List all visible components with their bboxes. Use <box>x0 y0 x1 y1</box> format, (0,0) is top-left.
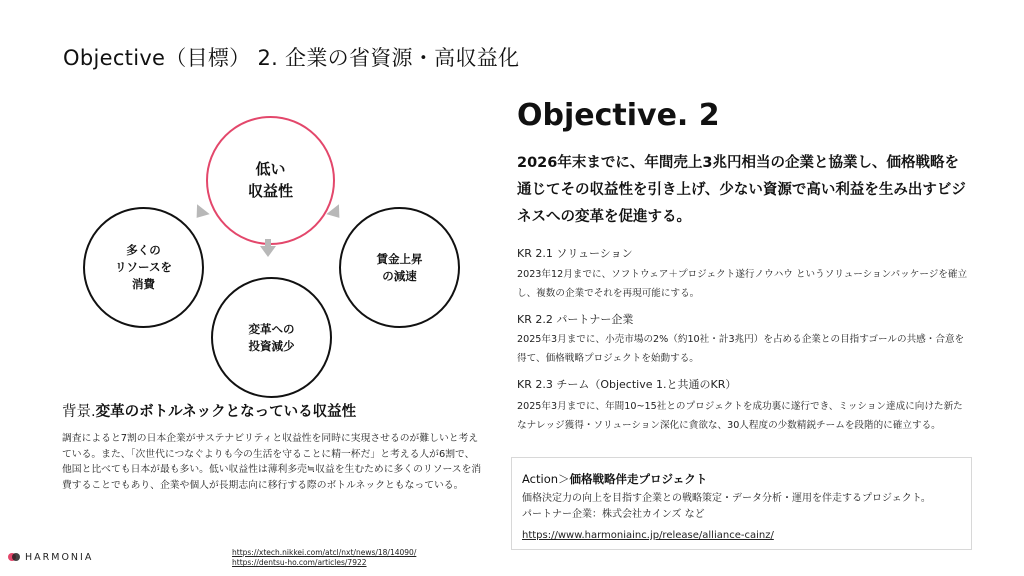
action-title-main: 価格戦略伴走プロジェクト <box>569 472 708 486</box>
kr-2-3-description: 2025年3月までに、年間10~15社とのプロジェクトを成功裏に遂行でき、ミッション達成に向けた新たなナレッジ獲得・ソリューション深化に貪欲な、30人程度の少数精鋭チームを段階的に確立する。 <box>517 401 963 431</box>
kr-2-1-label: KR 2.1 ソリューション <box>517 247 633 260</box>
objective-heading: Objective. 2 <box>517 98 720 133</box>
cycle-node-label: 変革への 投資減少 <box>248 321 295 353</box>
background-heading <box>62 400 356 421</box>
cycle-node-investment-decline <box>211 277 332 398</box>
kr-2-3-label: KR 2.3 チーム（Objective 1.と共通のKR） <box>517 378 737 391</box>
objective-statement: 2026年末までに、年間売上3兆円相当の企業と協業し、価格戦略を通じてその収益性を引き上げ、少ない資源で高い利益を生み出すビジネスへの変革を促進する。 <box>517 155 966 225</box>
action-box <box>511 457 972 550</box>
action-description: 価格決定力の向上を目指す企業との戦略策定・データ分析・運用を伴走するプロジェクト。 <box>522 493 931 504</box>
cycle-node-low-profitability <box>206 116 335 245</box>
action-link[interactable]: https://www.harmoniainc.jp/release/alliance-cainz/ <box>522 530 774 541</box>
background-body: 調査によると7割の日本企業がサステナビリティと収益性を同時に実現させるのが難しいと考えている。また、「次世代につなぐよりも今の生活を守ることに精一杯だ」と考える人が6割で、他国と比べても日本が最も多い。低い収益性は薄利多売≒収益を生むために多くのリソースを消費することでもあり、企業や個人が長期志向に移行する際のボトルネックともなっている。 <box>62 433 482 492</box>
vicious-cycle-diagram <box>60 108 490 388</box>
kr-2-2-description: 2025年3月までに、小売市場の2%（約10社・計3兆円）を占める企業との目指すゴールの共感・合意を得て、価格戦略プロジェクトを始動する。 <box>517 334 965 364</box>
cycle-node-label: 賃金上昇 の減速 <box>376 251 423 283</box>
logo-text: HARMONIA <box>25 551 94 563</box>
reference-link[interactable]: https://xtech.nikkei.com/atcl/nxt/news/18/14090/ <box>232 548 417 557</box>
references <box>232 548 416 568</box>
kr-2-2-label: KR 2.2 パートナー企業 <box>517 313 634 326</box>
reference-link[interactable]: https://dentsu-ho.com/articles/7922 <box>232 558 367 568</box>
page-title: Objective（目標） 2. 企業の省資源・高収益化 <box>63 46 520 70</box>
background-heading-prefix: 背景. <box>62 404 96 420</box>
cycle-node-wage-slowdown <box>339 207 460 328</box>
action-partner: パートナー企業：株式会社カインズ など <box>522 509 705 520</box>
background-heading-main: 変革のボトルネックとなっている収益性 <box>95 404 357 420</box>
action-title <box>522 471 971 487</box>
harmonia-logo <box>8 551 93 563</box>
arrow-down-left-icon <box>190 204 209 223</box>
harmonia-logo-icon <box>8 551 20 563</box>
arrow-down-icon <box>260 246 276 257</box>
action-title-prefix: Action＞ <box>522 472 570 486</box>
cycle-node-label: 多くの リソースを 消費 <box>115 243 172 291</box>
kr-2-1-description: 2023年12月までに、ソフトウェア＋プロジェクト遂行ノウハウ というソリューションパッケージを確立し、複数の企業でそれを再現可能にする。 <box>517 269 968 299</box>
cycle-node-label: 低い 収益性 <box>247 159 293 200</box>
cycle-node-resource-consumption <box>83 207 204 328</box>
